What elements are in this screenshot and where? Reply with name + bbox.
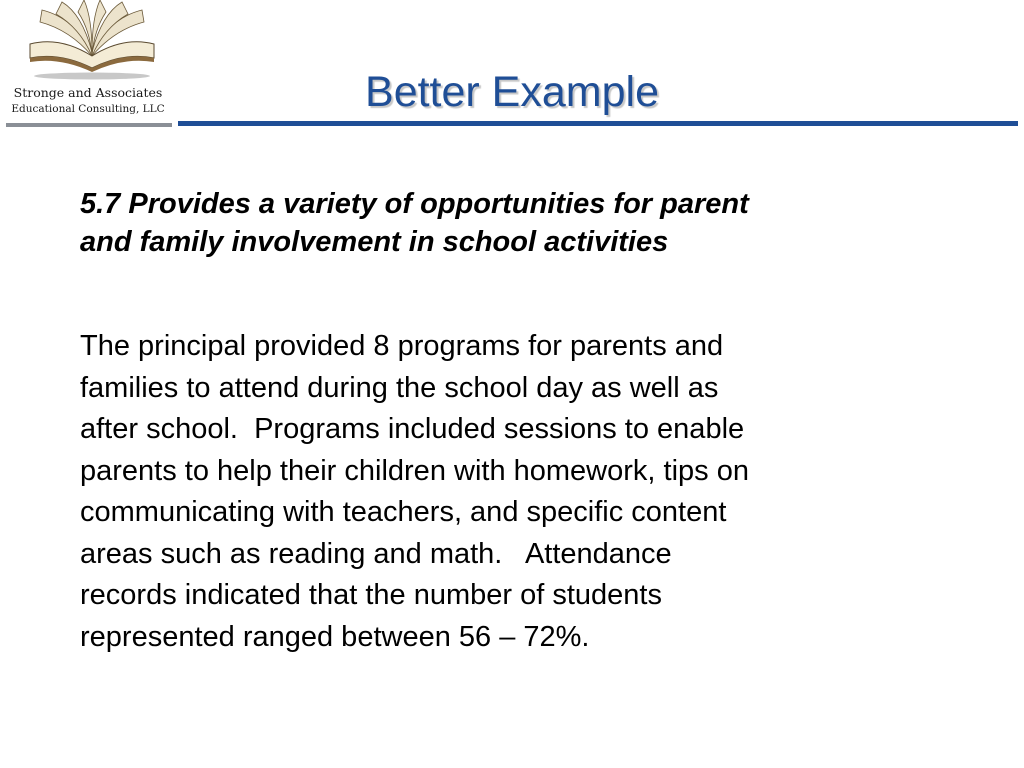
logo-company-subtitle: Educational Consulting, LLC — [11, 103, 165, 115]
example-paragraph — [80, 326, 980, 658]
logo-underline — [6, 123, 172, 127]
paragraph-line: records indicated that the number of students — [80, 579, 662, 611]
paragraph-line: communicating with teachers, and specific content — [80, 496, 727, 528]
standard-heading — [80, 185, 980, 261]
slide-title: Better Example — [365, 68, 659, 116]
paragraph-line: families to attend during the school day as well as — [80, 371, 719, 404]
paragraph-line: The principal provided 8 programs for parents and — [80, 330, 724, 362]
header-rule — [178, 121, 1018, 126]
standard-line: and family involvement in school activities — [80, 226, 669, 258]
paragraph-line: represented ranged between 56 – 72%. — [80, 620, 590, 653]
company-logo — [4, 0, 172, 126]
paragraph-line: parents to help their children with homework, tips on — [80, 454, 749, 487]
logo-company-name: Stronge and Associates — [13, 85, 163, 100]
paragraph-line: areas such as reading and math. Attendance — [80, 537, 672, 570]
open-book-icon — [22, 0, 162, 80]
standard-line: 5.7 Provides a variety of opportunities for parent — [80, 188, 749, 220]
paragraph-line: after school. Programs included sessions to enable — [80, 413, 745, 445]
